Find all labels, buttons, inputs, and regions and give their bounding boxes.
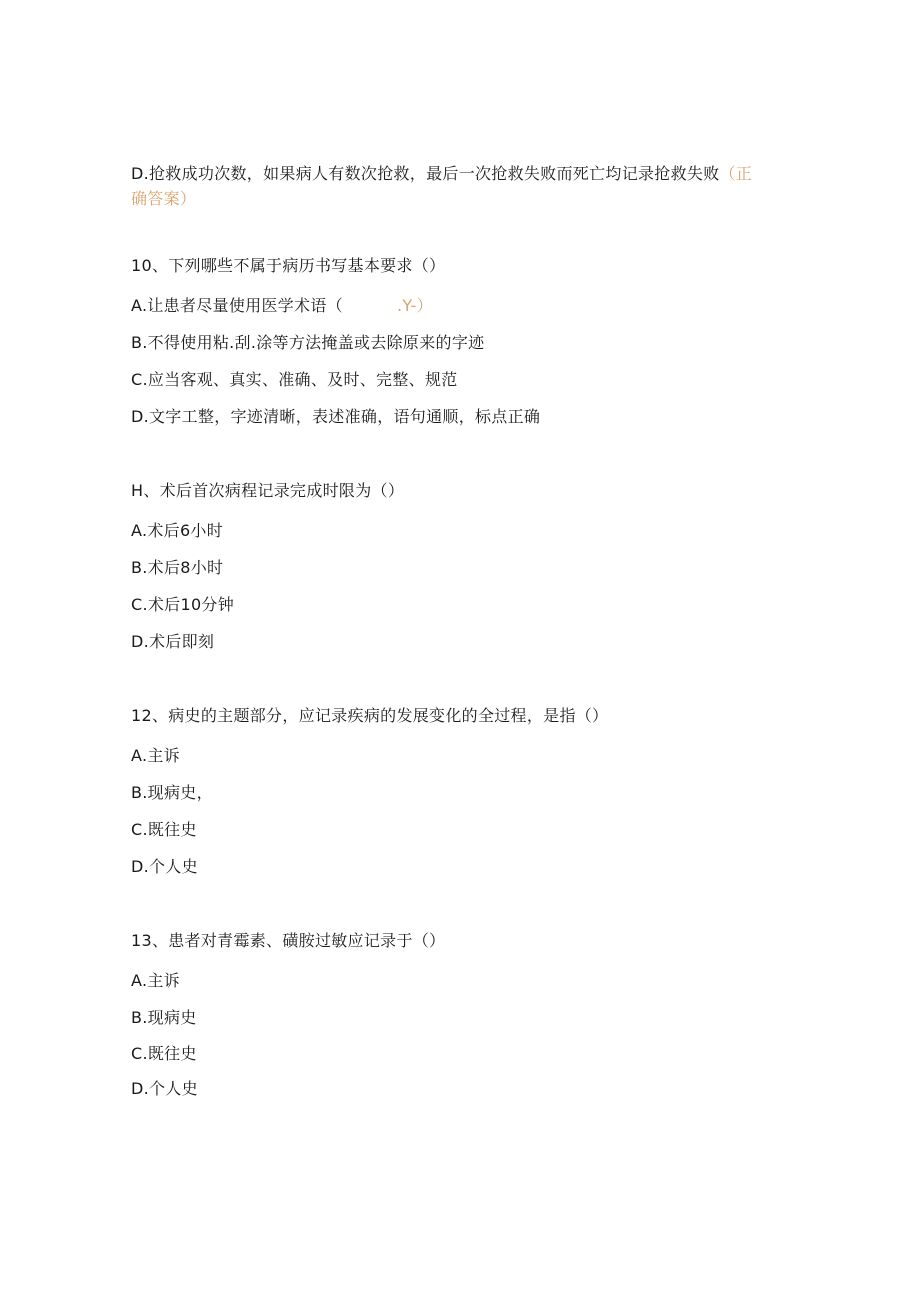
q9-option-d-continuation bbox=[131, 188, 196, 210]
q10-option-a-mark: .Y-） bbox=[396, 296, 433, 315]
q13-option-a: A.主诉 bbox=[131, 971, 180, 990]
q9-option-d-text: D.抢救成功次数，如果病人有数次抢救，最后一次抢救失败而死亡均记录抢救失败 bbox=[131, 164, 720, 183]
q10-option-b: B.不得使用粘.刮.涂等方法掩盖或去除原来的字迹 bbox=[131, 333, 485, 352]
q12-option-d: D.个人史 bbox=[131, 857, 198, 876]
q12-option-b: B.现病史， bbox=[131, 783, 213, 802]
q13-stem: 13、患者对青霉素、磺胺过敏应记录于（） bbox=[131, 931, 446, 950]
q12-stem: 12、病史的主题部分，应记录疾病的发展变化的全过程，是指（） bbox=[131, 706, 609, 725]
q11-option-a: A.术后6小时 bbox=[131, 521, 224, 540]
q11-option-b: B.术后8小时 bbox=[131, 558, 224, 577]
q12-option-c: C.既往史 bbox=[131, 820, 197, 839]
q10-option-d: D.文字工整，字迹清晰，表述准确，语句通顺，标点正确 bbox=[131, 407, 541, 426]
q11-stem: H、术后首次病程记录完成时限为（） bbox=[131, 481, 405, 500]
correct-answer-mark: （正 bbox=[719, 164, 753, 183]
q10-option-a bbox=[131, 295, 433, 317]
q10-option-a-text: A.让患者尽量使用医学术语（ bbox=[131, 296, 343, 315]
q11-option-c: C.术后10分钟 bbox=[131, 595, 235, 614]
q9-option-d bbox=[131, 163, 752, 185]
q11-option-d: D.术后即刻 bbox=[131, 632, 215, 651]
q10-stem: 10、下列哪些不属于病历书写基本要求（） bbox=[131, 256, 446, 275]
q12-option-a: A.主诉 bbox=[131, 746, 180, 765]
q10-option-c: C.应当客观、真实、准确、及时、完整、规范 bbox=[131, 370, 458, 389]
q13-option-d: D.个人史 bbox=[131, 1079, 198, 1098]
q13-option-b: B.现病史 bbox=[131, 1008, 197, 1027]
correct-answer-mark-continued: 确答案） bbox=[131, 189, 197, 208]
q13-option-c: C.既往史 bbox=[131, 1044, 197, 1063]
